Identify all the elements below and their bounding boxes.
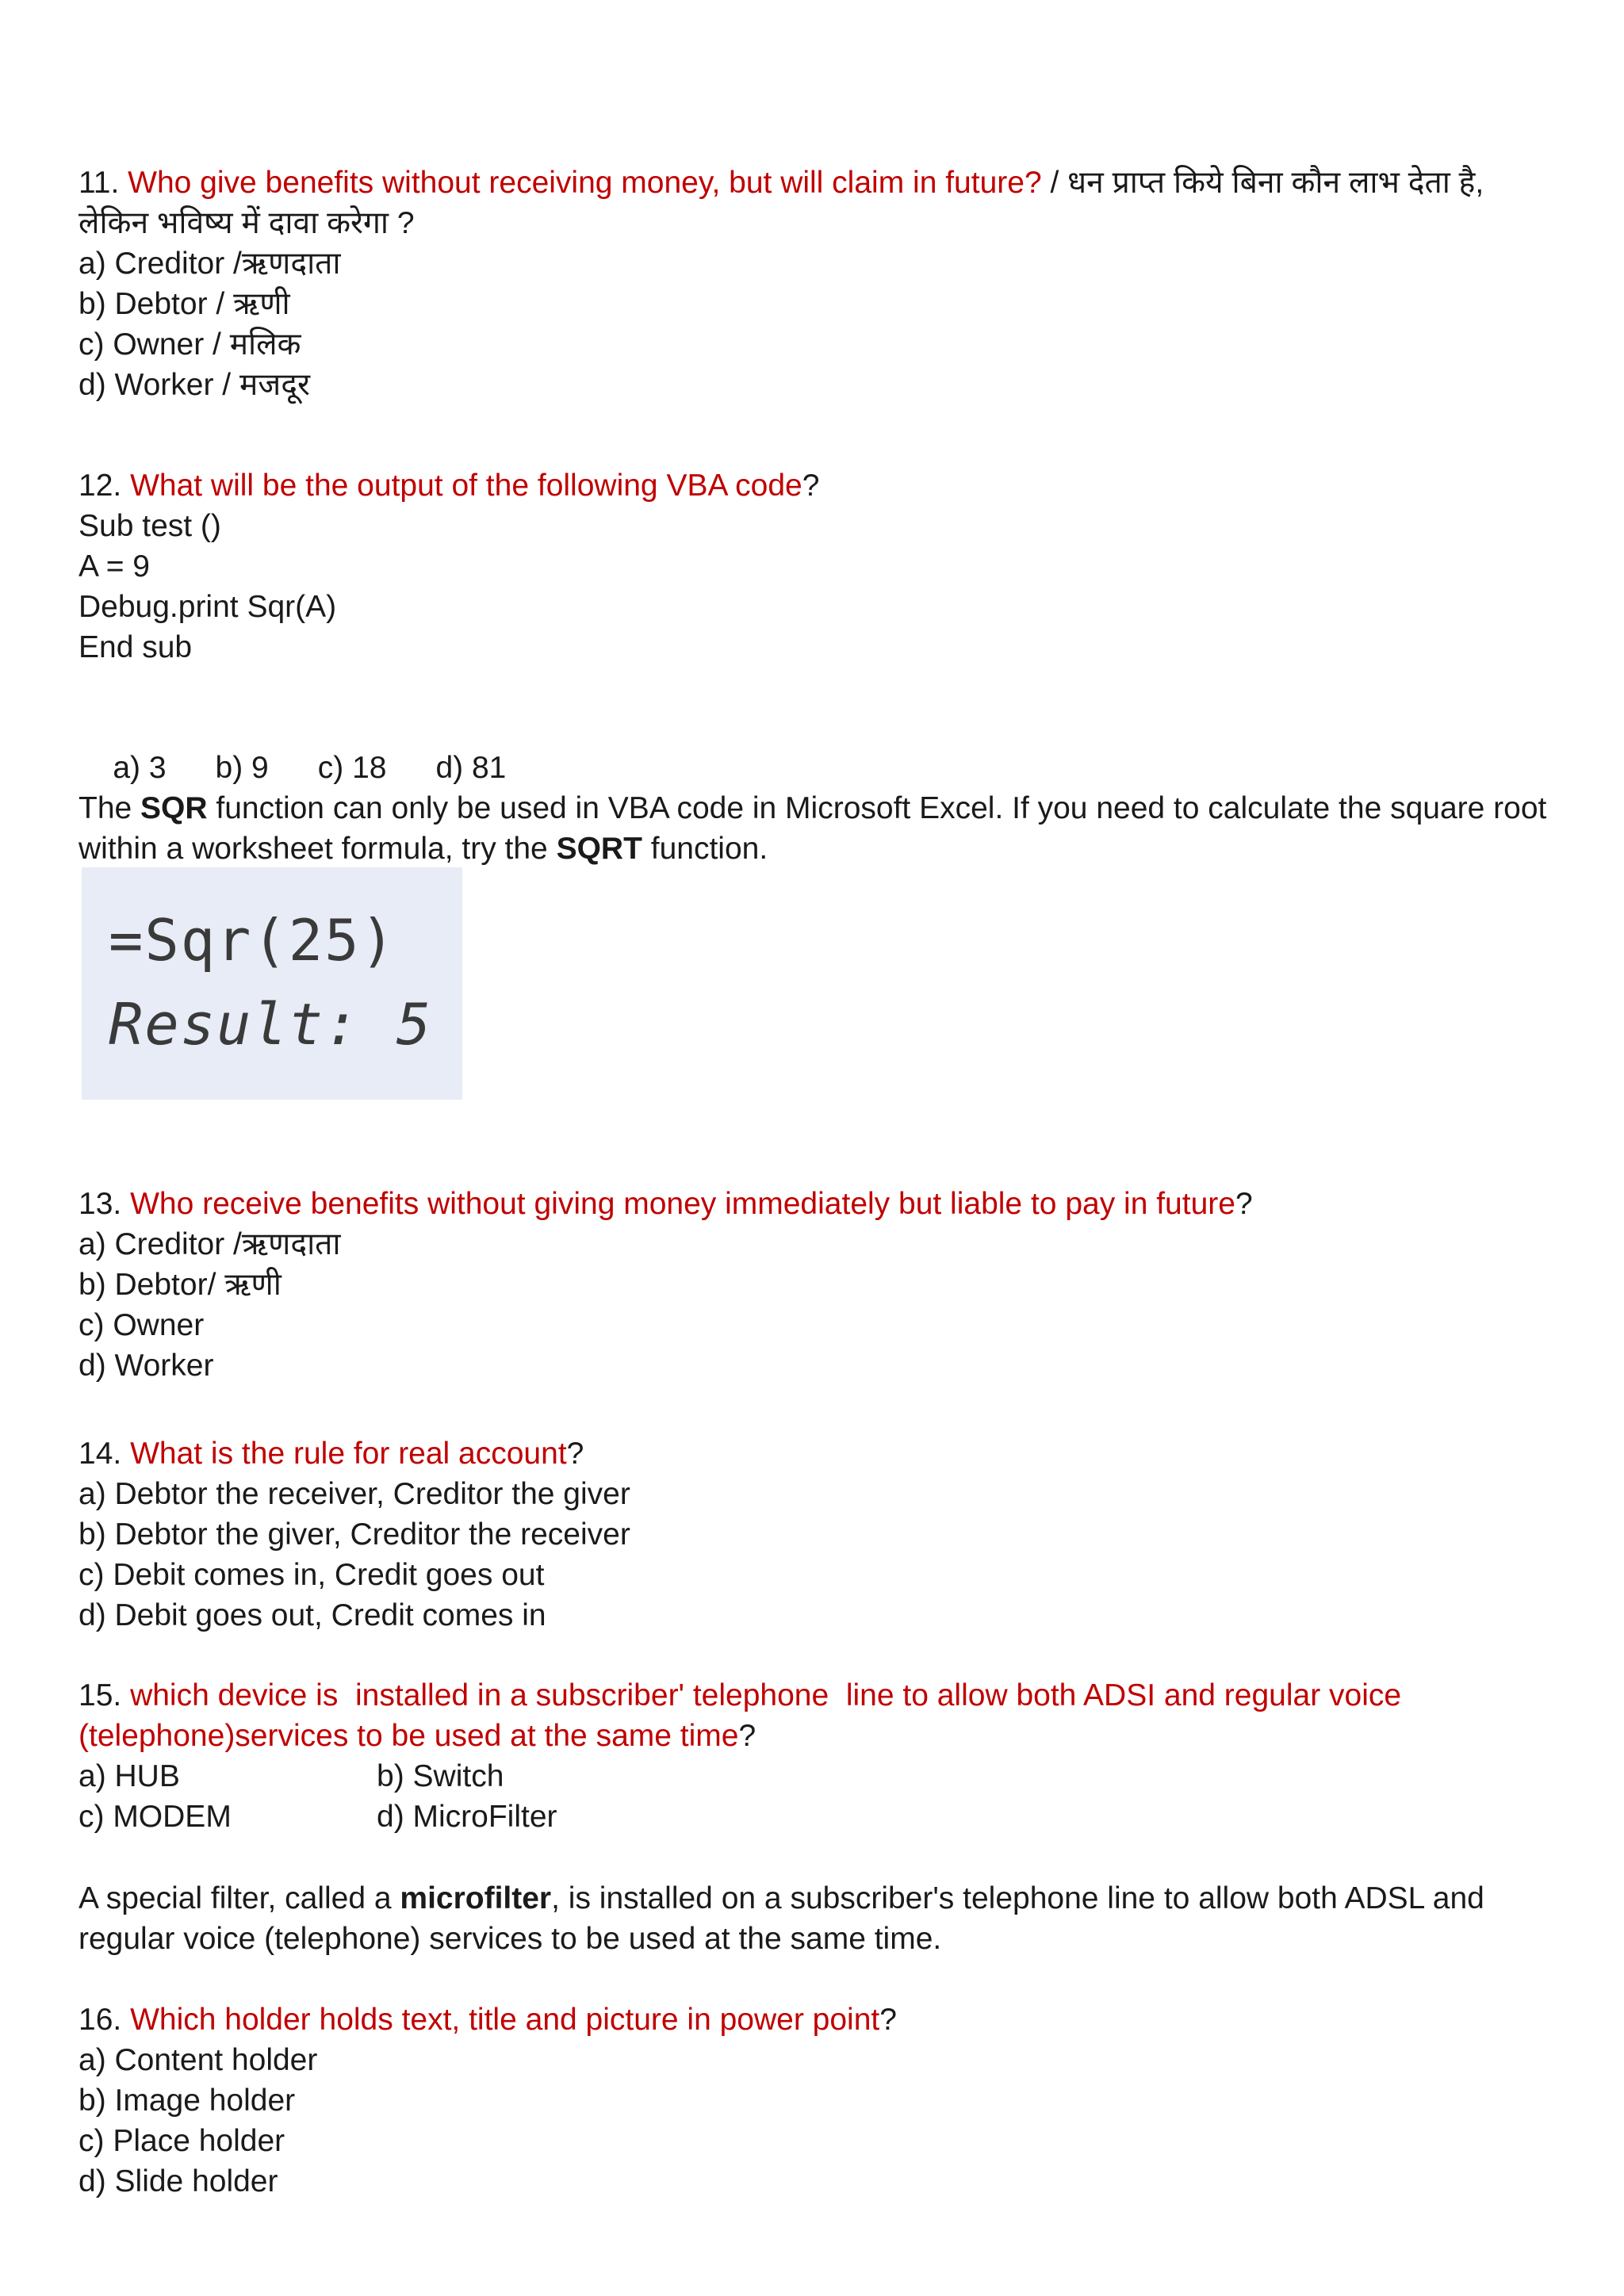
question-mark: ? <box>566 1437 584 1471</box>
question-15-explanation <box>79 1878 1561 1959</box>
explanation-text: function can only be used in VBA code in Microsoft Excel. If you need to calculate the square root <box>207 791 1547 825</box>
question-text: (telephone)services to be used at the same time <box>79 1719 739 1753</box>
code-example-formula: =Sqr(25) <box>109 907 396 974</box>
question-text: which device is installed in a subscriber' telephone line to allow both ADSI and regular voice <box>130 1678 1402 1712</box>
option-a: a) Debtor the receiver, Creditor the giver <box>79 1477 630 1511</box>
option-a: a) Creditor /ऋणदाता <box>79 247 341 281</box>
question-number: 16. <box>79 2003 131 2037</box>
option-b: b) Debtor / ऋणी <box>79 287 290 321</box>
code-line: A = 9 <box>79 549 150 584</box>
question-12 <box>79 465 1561 668</box>
question-number: 13. <box>79 1187 131 1221</box>
code-example-result: Result: 5 <box>109 991 433 1058</box>
option-a: a) Content holder <box>79 2043 318 2077</box>
option-d: d) Worker / मजदूर <box>79 368 310 402</box>
question-mark: ? <box>738 1719 756 1753</box>
option-c: c) MODEM <box>79 1800 232 1834</box>
question-14 <box>79 1433 1561 1636</box>
explanation-text: function. <box>642 832 768 866</box>
option-d: d) Worker <box>79 1349 214 1383</box>
option-c: c) Owner <box>79 1308 205 1342</box>
question-text: What will be the output of the following VBA code <box>130 469 802 503</box>
code-line: End sub <box>79 630 193 664</box>
explanation-line-1 <box>79 1878 1561 1919</box>
question-number: 14. <box>79 1437 131 1471</box>
option-c: c) 18 <box>317 751 387 785</box>
option-b: b) Switch <box>377 1759 504 1793</box>
question-text: Who give benefits without receiving money, but will claim in future? <box>128 166 1042 200</box>
question-number: 12. <box>79 469 131 503</box>
options-row <box>79 1756 1561 1797</box>
question-text: Who receive benefits without giving money immediately but liable to pay in future <box>130 1187 1235 1221</box>
code-line: Debug.print Sqr(A) <box>79 590 337 624</box>
explanation-keyword: SQRT <box>556 832 642 866</box>
option-b: b) Debtor the giver, Creditor the receiver <box>79 1517 630 1552</box>
question-hindi-text: / धन प्राप्त किये बिना कौन लाभ देता है, <box>1041 166 1484 200</box>
question-mark: ? <box>802 469 820 503</box>
option-b: b) Image holder <box>79 2084 296 2118</box>
explanation-text: The <box>79 791 141 825</box>
question-hindi-text-line2: लेकिन भविष्य में दावा करेगा ? <box>79 206 415 240</box>
question-11-text <box>79 163 1561 203</box>
question-14-text <box>79 1433 1561 1474</box>
option-d: d) Debit goes out, Credit comes in <box>79 1598 546 1632</box>
question-text: Which holder holds text, title and picture in power point <box>130 2003 880 2037</box>
option-a: a) Creditor /ऋणदाता <box>79 1227 341 1261</box>
question-12-text <box>79 465 1561 506</box>
explanation-line-2: regular voice (telephone) services to be used at the same time. <box>79 1922 942 1956</box>
question-15-text-line2 <box>79 1716 1561 1756</box>
explanation-text: , is installed on a subscriber's telephone line to allow both ADSL and <box>551 1881 1484 1915</box>
question-11 <box>79 163 1561 405</box>
explanation-keyword: SQR <box>140 791 208 825</box>
option-d: d) 81 <box>435 751 507 785</box>
explanation-line-1 <box>79 788 1561 828</box>
code-line: Sub test () <box>79 509 221 543</box>
option-d: d) Slide holder <box>79 2164 278 2198</box>
question-number: 15. <box>79 1678 131 1712</box>
question-16-text <box>79 1999 1561 2040</box>
code-example-image <box>82 867 462 1100</box>
question-mark: ? <box>1235 1187 1253 1221</box>
explanation-keyword: microfilter <box>400 1881 552 1915</box>
option-c: c) Debit comes in, Credit goes out <box>79 1558 545 1592</box>
option-a: a) 3 <box>113 751 167 785</box>
explanation-text: A special filter, called a <box>79 1881 400 1915</box>
options-row <box>79 1797 1561 1837</box>
question-15 <box>79 1675 1561 1837</box>
option-c: c) Place holder <box>79 2124 285 2158</box>
question-number: 11. <box>79 166 128 200</box>
question-13-text <box>79 1184 1561 1224</box>
question-mark: ? <box>879 2003 897 2037</box>
option-b: b) 9 <box>215 751 269 785</box>
option-c: c) Owner / मलिक <box>79 327 301 362</box>
question-13 <box>79 1184 1561 1386</box>
option-d: d) MicroFilter <box>377 1800 557 1834</box>
question-15-text <box>79 1675 1561 1716</box>
option-b: b) Debtor/ ऋणी <box>79 1268 282 1302</box>
option-a: a) HUB <box>79 1759 180 1793</box>
question-text: What is the rule for real account <box>130 1437 567 1471</box>
explanation-line-2 <box>79 828 1561 869</box>
explanation-text: within a worksheet formula, try the <box>79 832 557 866</box>
question-16 <box>79 1999 1561 2202</box>
question-12-explanation <box>79 788 1561 869</box>
